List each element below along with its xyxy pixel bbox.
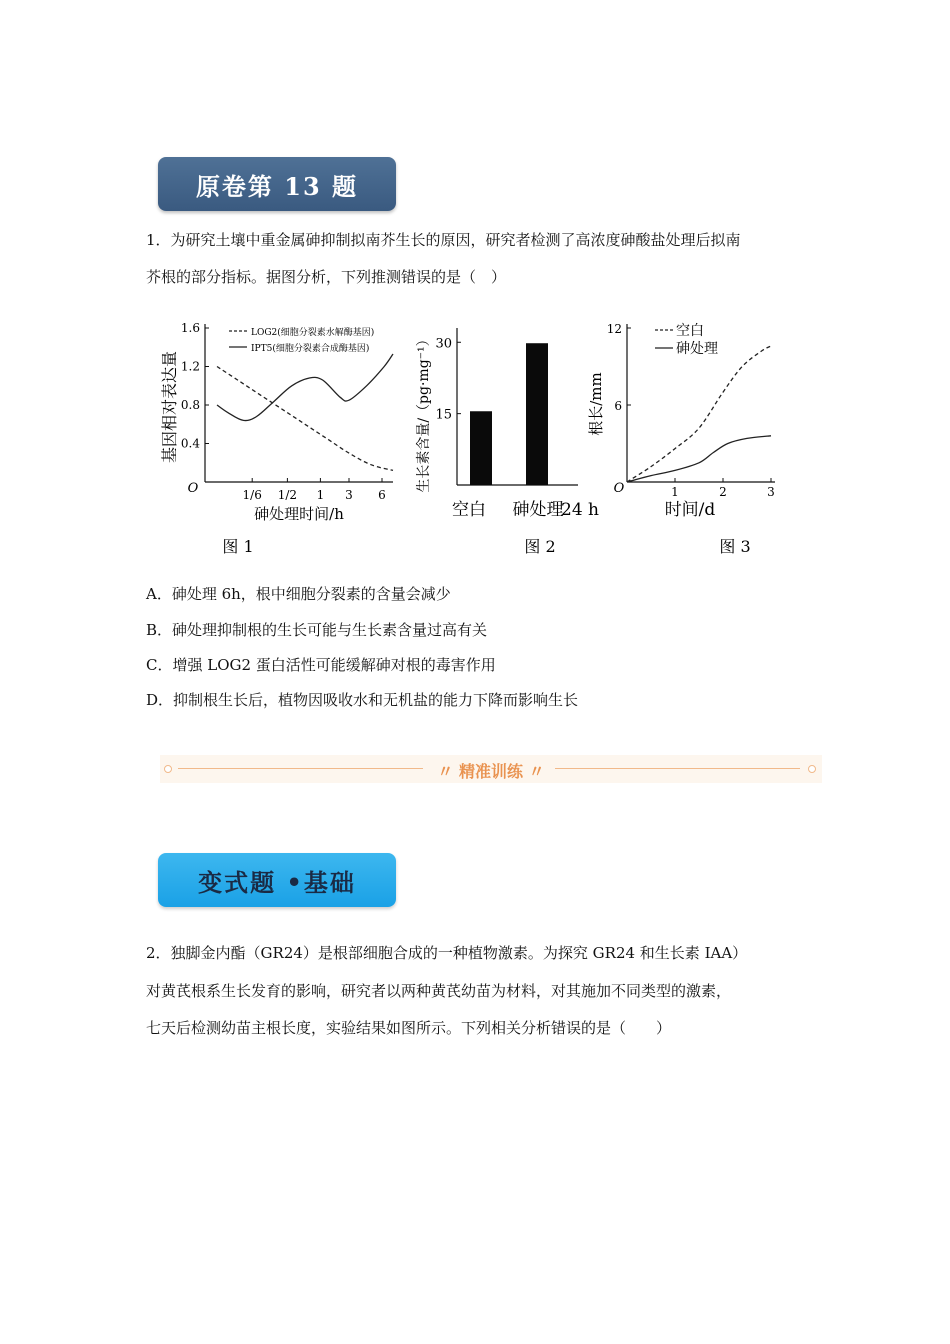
fig2-caption: 图 2 bbox=[524, 537, 556, 556]
fig3-caption: 图 3 bbox=[719, 537, 751, 556]
fig3-x-tick-label: 1 bbox=[671, 485, 679, 499]
fig1-y-tick-label: 1.6 bbox=[180, 321, 200, 335]
fig1-origin-label: O bbox=[187, 481, 199, 496]
fig1-x-tick-label: 1 bbox=[316, 488, 325, 502]
fig2-category-label: 空白 bbox=[452, 500, 486, 520]
question1-stem-line1: 1．为研究土壤中重金属砷抑制拟南芥生长的原因，研究者检测了高浓度砷酸盐处理后拟南 bbox=[146, 231, 741, 249]
badge-label: 原卷第 13 题 bbox=[195, 171, 359, 201]
fig2-bar bbox=[470, 411, 492, 485]
badge-label: 变式题 •基础 bbox=[198, 867, 356, 897]
fig3-x-tick-label: 2 bbox=[719, 485, 727, 499]
fig1-legend-label: IPT5(细胞分裂素合成酶基因) bbox=[251, 344, 370, 354]
section-divider bbox=[160, 755, 822, 783]
fig3-x-tick-label: 3 bbox=[767, 485, 775, 499]
fig1-x-tick-label: 1/6 bbox=[242, 488, 262, 502]
fig3-legend-label: 空白 bbox=[676, 323, 704, 339]
fig1-x-tick-label: 1/2 bbox=[277, 488, 298, 502]
divider-line-right bbox=[555, 768, 800, 769]
fig1-x-axis-label: 砷处理时间/h bbox=[254, 505, 344, 523]
question2-line1: 2．独脚金内酯（GR24）是根部细胞合成的一种植物激素。为探究 GR24 和生长素 IAA） bbox=[146, 944, 748, 962]
fig1-series-line bbox=[217, 367, 393, 471]
fig3-y-tick-label: 12 bbox=[606, 322, 622, 336]
fig1-y-tick-label: 0.4 bbox=[180, 436, 200, 451]
fig2-category-label: 砷处理 bbox=[512, 500, 564, 520]
fig1-x-tick-label: 3 bbox=[345, 488, 353, 502]
fig1-caption: 图 1 bbox=[222, 537, 254, 556]
fig1-legend-label: LOG2(细胞分裂素水解酶基因) bbox=[251, 328, 375, 338]
question1-figures bbox=[0, 310, 950, 570]
fig2-y-tick-label: 15 bbox=[435, 407, 452, 423]
option-b: B．砷处理抑制根的生长可能与生长素含量过高有关 bbox=[146, 621, 488, 639]
fig3-series-line bbox=[627, 436, 771, 482]
fig1-x-tick-label: 6 bbox=[378, 488, 386, 502]
option-c: C．增强 LOG2 蛋白活性可能缓解砷对根的毒害作用 bbox=[146, 656, 496, 674]
fig3-x-axis-label: 时间/d bbox=[664, 500, 716, 520]
option-a: A．砷处理 6h，根中细胞分裂素的含量会减少 bbox=[146, 585, 451, 603]
variant-basic-badge bbox=[158, 853, 396, 907]
fig2-x-suffix: 24 h bbox=[561, 500, 599, 520]
fig1-series-line bbox=[217, 354, 393, 421]
fig1-y-tick-label: 0.8 bbox=[180, 398, 200, 412]
divider-title: 〃 精准训练 〃 bbox=[437, 762, 545, 781]
fig2-y-axis-label: 生长素含量/（pg·mg⁻¹） bbox=[416, 332, 432, 493]
option-d: D．抑制根生长后，植物因吸收水和无机盐的能力下降而影响生长 bbox=[146, 691, 579, 709]
fig3-y-axis-label: 根长/mm bbox=[587, 372, 605, 436]
question1-stem-line2: 芥根的部分指标。据图分析，下列推测错误的是（ ） bbox=[146, 268, 507, 286]
question2-line2: 对黄芪根系生长发育的影响，研究者以两种黄芪幼苗为材料，对其施加不同类型的激素， bbox=[146, 982, 732, 1000]
question2-line3: 七天后检测幼苗主根长度，实验结果如图所示。下列相关分析错误的是（ ） bbox=[146, 1019, 672, 1037]
fig2-y-tick-label: 30 bbox=[435, 336, 452, 352]
fig3-y-tick-label: 6 bbox=[614, 399, 622, 413]
fig2-bar bbox=[526, 343, 548, 485]
fig1-y-axis-label: 基因相对表达量 bbox=[160, 350, 179, 464]
divider-dot-right bbox=[808, 765, 816, 773]
fig3-legend-label: 砷处理 bbox=[676, 341, 718, 357]
fig3-series-line bbox=[627, 346, 771, 482]
original-question-badge bbox=[158, 157, 396, 211]
fig3-origin-label: O bbox=[613, 481, 625, 496]
fig1-y-tick-label: 1.2 bbox=[180, 359, 200, 374]
